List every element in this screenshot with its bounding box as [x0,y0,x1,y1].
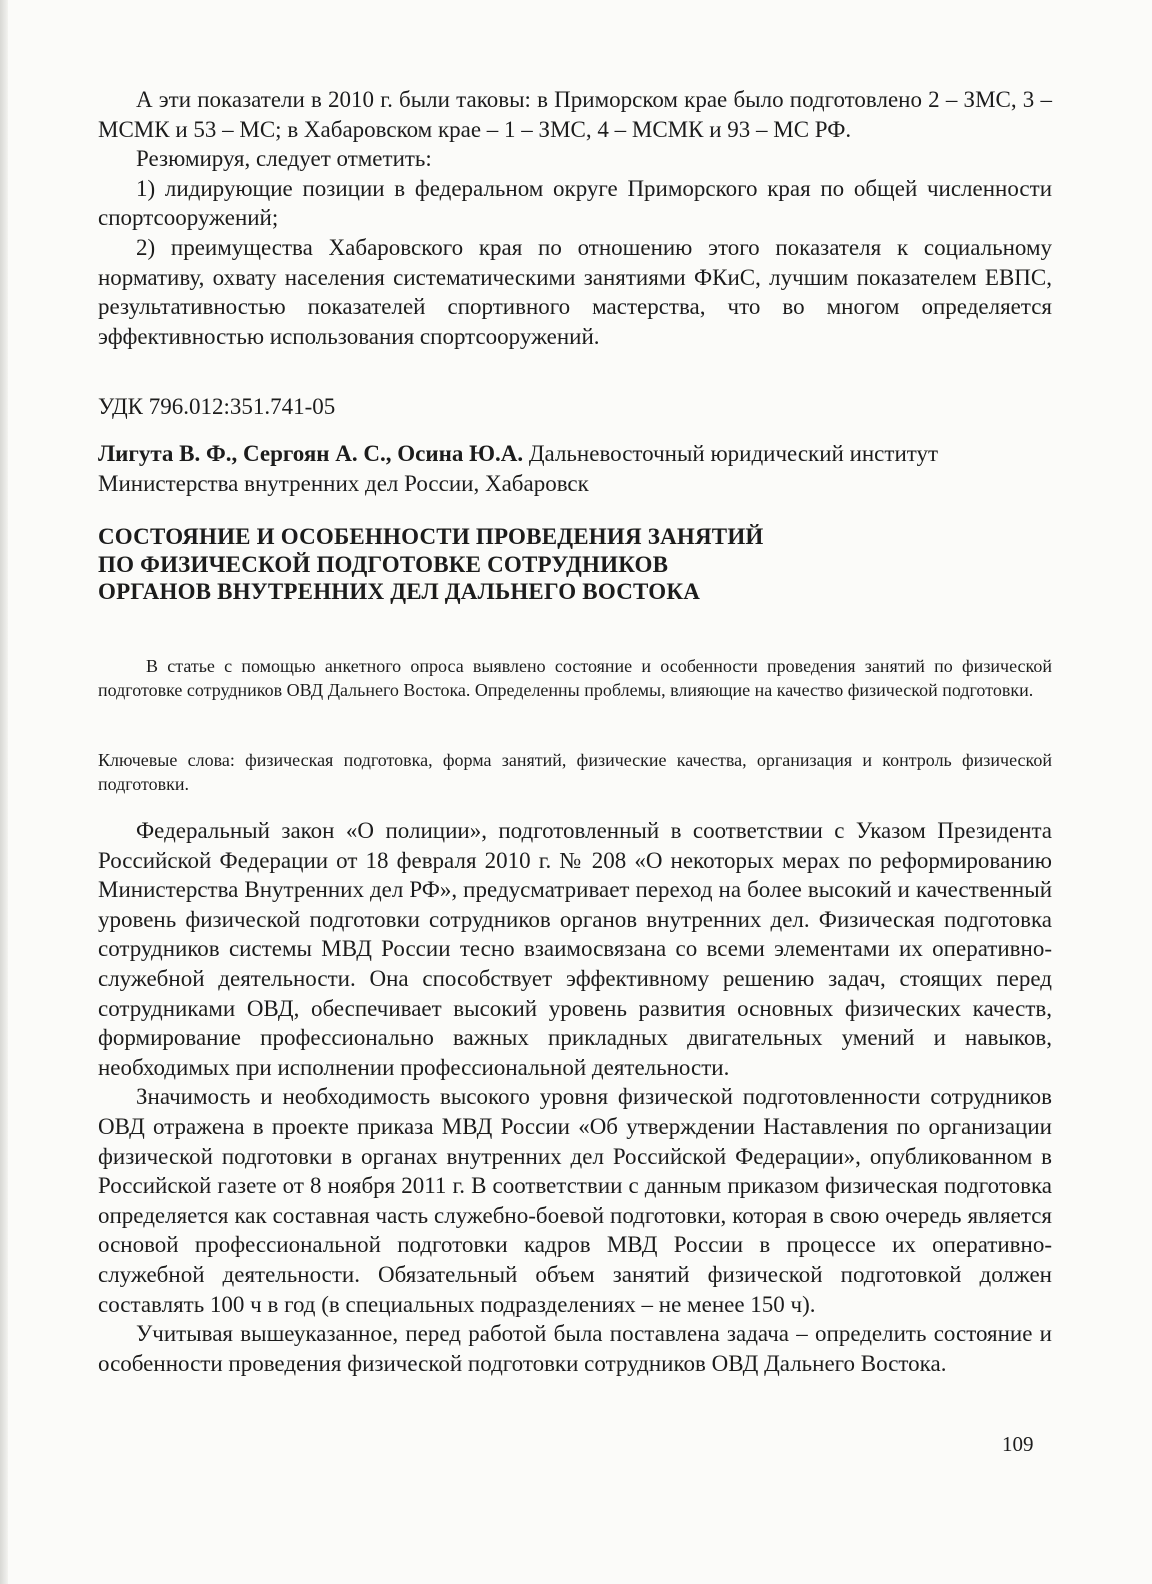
abstract-text: В статье с помощью анкетного опроса выявлено состояние и особенности проведения занятий по физической подготовке сотрудников ОВД Дальнего Востока. Определенны проблемы, влияющие на качество физической подготовки. [98,656,1052,700]
author-affiliation: Дальневосточный юридический институт Министерства внутренних дел России, Хабаровск [98,441,939,496]
author-block [98,439,1052,499]
article-body [98,816,1052,1378]
abstract-block [98,655,1052,702]
summary-item-2: 2) преимущества Хабаровского края по отношению этого показателя к социальному нормативу, охвату населения систематическими занятиями ФКиС, лучшим показателем ЕВПС, результативностью показателей спортивного мастерства, что во многом определяется эффективностью использования спортсооружений. [98,234,1052,349]
article-title [98,523,1052,606]
title-line-3: ОРГАНОВ ВНУТРЕННИХ ДЕЛ ДАЛЬНЕГО ВОСТОКА [98,579,701,604]
title-line-1: СОСТОЯНИЕ И ОСОБЕННОСТИ ПРОВЕДЕНИЯ ЗАНЯТИЙ [98,524,764,549]
body-paragraph-3: Учитывая вышеуказанное, перед работой была поставлена задача – определить состояние и особенности проведения физической подготовки сотрудников ОВД Дальнего Востока. [98,1321,1052,1376]
keywords-text: Ключевые слова: физическая подготовка, форма занятий, физические качества, организация и контроль физической подготовки. [98,750,1052,794]
body-paragraph-2: Значимость и необходимость высокого уровня физической подготовленности сотрудников ОВД отражена в проекте приказа МВД России «Об утверждении Наставления по организации физической подготовки в органах внутренних дел Российской Федерации», опубликованном в Российской газете от 8 ноября 2011 г. В соответствии с данным приказом физическая подготовка определяется как составная часть служебно-боевой подготовки, которая в свою очередь является основой профессиональной подготовки кадров МВД России в процессе их оперативно-служебной деятельности. Обязательный объем занятий физической подготовкой должен составлять 100 ч в год (в специальных подразделениях – не менее 150 ч). [98,1084,1052,1317]
summary-lead: Резюмируя, следует отметить: [136,146,432,172]
intro-section [98,85,1052,351]
author-names: Лигута В. Ф., Сергоян А. С., Осина Ю.А. [98,441,524,466]
title-line-2: ПО ФИЗИЧЕСКОЙ ПОДГОТОВКЕ СОТРУДНИКОВ [98,551,669,577]
intro-paragraph: А эти показатели в 2010 г. были таковы: в Приморском крае было подготовлено 2 – ЗМС, 3 – МСМК и 53 – МС; в Хабаровском крае – 1 – ЗМС, 4 – МСМК и 93 – МС РФ. [98,87,1052,142]
udk-line [98,392,1052,422]
keywords-block [98,749,1052,796]
page-number: 109 [1002,1432,1034,1456]
body-paragraph-1: Федеральный закон «О полиции», подготовленный в соответствии с Указом Президента Российской Федерации от 18 февраля 2010 г. № 208 «О некоторых мерах по реформированию Министерства Внутренних дел РФ», предусматривает переход на более высокий и качественный уровень физической подготовки сотрудников органов внутренних дел. Физическая подготовка сотрудников системы МВД России тесно взаимосвязана со всеми элементами их оперативно-служебной деятельности. Она способствует эффективному решению задач, стоящих перед сотрудниками ОВД, обеспечивает высокий уровень развития основных физических качеств, формирование профессионально важных прикладных двигательных умений и навыков, необходимых при исполнении профессиональной деятельности. [98,818,1052,1080]
scan-edge [0,0,8,1584]
udk-code: УДК 796.012:351.741-05 [98,394,336,419]
summary-item-1: 1) лидирующие позиции в федеральном округе Приморского края по общей численности спортсооружений; [98,175,1052,231]
